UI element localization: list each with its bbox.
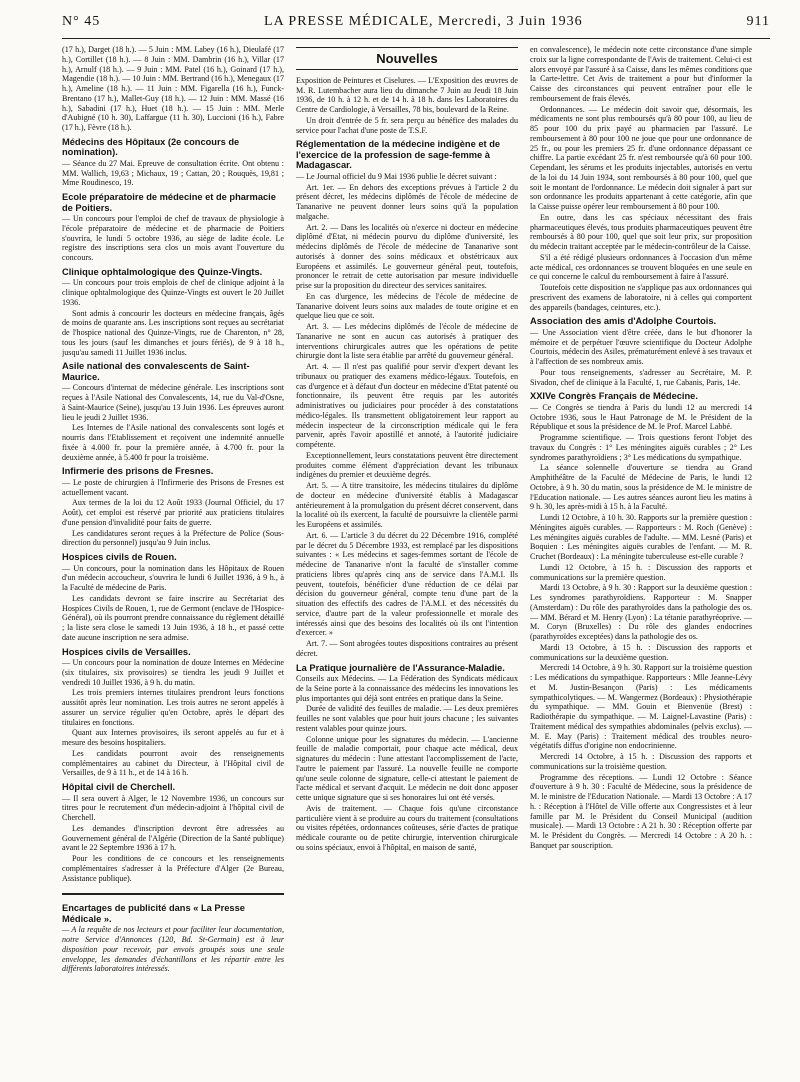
column-3 [530, 45, 752, 1075]
paragraph: Colonne unique pour les signatures du médecin. — L'ancienne feuille de maladie comportait, pour chaque acte médical, deux signatures du médecin : l'une attestant l'accomplissement de l'acte, l'autre le paiement par l'assuré. La nouvelle feuille ne comporte qu'une seule colonne de signature, celle-ci attestant le paiement de l'acte médical et servant d'acquit. Le médecin ne doit donc apposer cette unique signature que si ses honoraires lui ont été versés. [296, 734, 518, 802]
notice-heading: Asile national des convalescents de Saint-Maurice. [62, 361, 250, 382]
paragraph: — Il sera ouvert à Alger, le 12 Novembre 1936, un concours sur titres pour le recrutement d'un médecin-adjoint à l'hôpital civil de Cherchell. [62, 793, 284, 822]
paragraph: — Concours d'internat de médecine générale. Les inscriptions sont reçues à l'Asile National des Convalescents, 14, rue du Val-d'Osne, à Saint-Maurice (Seine), jusqu'au 13 Juin 1936. Les épreuves auront lieu le jeudi 2 Juillet 1936. [62, 383, 284, 422]
paragraph: — Séance du 27 Mai. Epreuve de consultation écrite. Ont obtenu : MM. Wallich, 19,63 ; Michaux, 19 ; Cattan, 20 ; Rouquès, 19,81 ; Mme Roudinesco, 19. [62, 158, 284, 188]
paragraph: Art. 2. — Dans les localités où n'exerce ni docteur en médecine diplômé d'Etat, ni médecin pourvu du diplôme d'université, les médecins diplômés de l'école de médecine de Tananarive sont autorisés à donner des soins médicaux et obstétricaux aux Européens et assimilés. Le gouverneur général peut, toutefois, prononcer le retrait de cette autorisation par mesure individuelle prise sur la proposition du directeur des services sanitaires. [296, 222, 518, 290]
paragraph: — Le poste de chirurgien à l'Infirmerie des Prisons de Fresnes est actuellement vacant. [62, 477, 284, 497]
paragraph: En cas d'urgence, les médecins de l'école de médecine de Tananarive doivent leurs soins aux malades de toute origine et en quelque lieu que ce soit. [296, 291, 518, 321]
paragraph: Art. 5. — A titre transitoire, les médecins titulaires du diplôme de docteur en médecine d'université établis à Madagascar antérieurement à la promulgation du présent décret conservent, dans la localité où ils exercent, la faculté de poursuivre la clientèle parmi les Européens et assimilés. [296, 481, 518, 529]
paragraph: Avis de traitement. — Chaque fois qu'une circonstance particulière vient à se produire au cours du traitement (consultations ou visites répétées, ordonnances coûteuses, série d'actes de pratique médicale courante ou de petite chirurgie, intervention chirurgicale ou soins spéciaux, envoi à l'hôpital, en maison de santé, [296, 803, 518, 852]
advertising-notice [62, 893, 284, 974]
paragraph: Lundi 12 Octobre, à 15 h. : Discussion des rapports et communications sur la première question. [530, 562, 752, 582]
paragraph: Les candidatures seront reçues à la Préfecture de Police (Sous-direction du personnel) jusqu'au 9 Juin inclus. [62, 528, 284, 548]
paragraph: — Un concours, pour la nomination dans les Hôpitaux de Rouen d'un médecin accoucheur, s'ouvrira le lundi 6 Juillet 1936, à 9 h., à la Faculté de médecine de Paris. [62, 563, 284, 592]
paragraph: Les trois premiers internes titulaires prendront leurs fonctions aussitôt après leur nomination. Les trois autres ne seront appelés à assurer un service régulier qu'en Octobre, après le départ des titulaires en fonctions. [62, 688, 284, 727]
paragraph: Exceptionnellement, leurs constatations peuvent être directement produites comme élément d'appréciation devant les tribunaux indigènes du premier et deuxième degrés. [296, 450, 518, 480]
notice-heading: Réglementation de la médecine indigène et de l'exercice de la profession de sage-femme à Madagascar. [296, 139, 501, 171]
paragraph: — Un concours pour la nomination de douze Internes en Médecine (six titulaires, six provisoires) se tiendra les jeudi 9 Juillet et vendredi 10 Juillet 1936, à 9 h. du matin. [62, 658, 284, 687]
paragraph: — Ce Congrès se tiendra à Paris du lundi 12 au mercredi 14 Octobre 1936, sous le Haut Patronage de M. le Président de la République et sous la présidence de M. le Prof. Marcel Labbé. [530, 402, 752, 432]
notice-heading: Clinique ophtalmologique des Quinze-Vingts. [62, 266, 263, 277]
issue-number: N° 45 [62, 14, 101, 29]
paragraph: — Une Association vient d'être créée, dans le but d'honorer la mémoire et de perpétuer l'œuvre scientifique du Docteur Adolphe Courtois, médecin des Asiles, prématurément enlevé à ses travaux et à l'affection de ses nombreux amis. [530, 327, 752, 366]
notice-heading: Hospices civils de Rouen. [62, 552, 177, 562]
paragraph: Art. 1er. — En dehors des exceptions prévues à l'article 2 du présent décret, les médecins diplômés de l'école de médecine de Tananarive ne peuvent donner leurs soins qu'à la population malgache. [296, 182, 518, 221]
paragraph: Les candidats devront se faire inscrire au Secrétariat des Hospices Civils de Rouen, 1, rue de Germont (enclave de l'Hospice-Général), où ils pourront prendre connaissance du règlement détaillé ; la liste sera close le samedi 13 Juin 1936, à 18 h., et passé cette date aucune inscription ne sera admise. [62, 593, 284, 642]
notice-heading: Ecole préparatoire de médecine et de pharmacie de Poitiers. [62, 192, 276, 213]
column-2 [296, 45, 518, 1075]
header-rule [62, 38, 770, 39]
notice-heading: La Pratique journalière de l'Assurance-Maladie. [296, 662, 505, 673]
notice-heading: XXIVe Congrès Français de Médecine. [530, 391, 698, 402]
running-header [62, 14, 770, 36]
notice-heading: Infirmerie des prisons de Fresnes. [62, 466, 214, 477]
paragraph: Aux termes de la loi du 12 Août 1933 (Journal Officiel, du 17 Août), cet emploi est réservé par priorité aux praticiens titulaires d'une pension d'invalidité pour faits de guerre. [62, 498, 284, 527]
paragraph: Conseils aux Médecins. — La Fédération des Syndicats médicaux de la Seine porte à la connaissance des médecins les innovations les plus importantes qui déjà sont entrées en pratique dans la Seine. [296, 674, 518, 703]
paragraph: Programme des réceptions. — Lundi 12 Octobre : Séance d'ouverture à 9 h. 30 : Faculté de Médecine, sous la présidence de M. le ministre de l'Education Nationale. — Mardi 13 Octobre : A 17 h. : Réception à l'Hôtel de Ville offerte aux Congressistes et à leur famille par M. le Président du Conseil Municipal (audition musicale). — Mardi 13 Octobre : A 21 h. 30 : Réception offerte par M. le Président du Congrès. — Mercredi 14 Octobre : A 20 h. : Banquet par souscription. [530, 772, 752, 850]
advertising-notice-text: — A la requête de nos lecteurs et pour faciliter leur documentation, notre Service d'Annonces (120, Bd. St-Germain) est à leur disposition pour recevoir, par envois groupés sous une seule enveloppe, les demandes d'échantillons et les répartir entre les différents laboratoires intéressés. [62, 925, 284, 974]
paragraph: Exposition de Peintures et Ciselures. — L'Exposition des œuvres de M. R. Lutembacher aura lieu du dimanche 7 Juin au Jeudi 18 Juin 1936, de 10 h. à 12 h. et de 14 h. à 18 h. dans les Laboratoires du Centre de Cardiologie, à Versailles, 78 bis, boulevard de la Reine. [296, 75, 518, 114]
paragraph: Ordonnances. — Le médecin doit savoir que, désormais, les médicaments ne sont plus remboursés qu'à 80 pour 100, au lieu de 85 pour 100 du prix payé au pharmacien par l'assuré. Le remboursement à 80 pour 100 ne joue que pour une ordonnance de 25 fr., ou pour les premiers 25 fr. d'une ordonnance dépassant ce chiffre. La partie excédant 25 fr. n'est remboursée qu'à 60 pour 100. Cependant, les sérums et les produits injectables, autorisés en vertu de la loi du 14 Juin 1934, sont remboursés à 80 pour 100, quel que soit le montant de l'ordonnance. Le médecin doit signaler à part sur son ordonnance les produits appartenant à cette catégorie, afin que la Caisse puisse opérer leur remboursement à 80 pour 100. [530, 104, 752, 211]
paragraph: Toutefois cette disposition ne s'applique pas aux ordonnances qui prescrivent des examens de laboratoire, ni à celles qui comportent des appareils (bandages, ceintures, etc.). [530, 283, 752, 312]
paragraph: Art. 6. — L'article 3 du décret du 22 Décembre 1916, complété par le décret du 5 Décembre 1933, est remplacé par les dispositions suivantes : « Les médecins et sages-femmes sortant de l'école de médecine de Tananarive n'ont la faculté de s'installer comme praticiens libres qu'après cinq ans de service dans l'A.M.I. Ils peuvent, toutefois, bénéficier d'une réduction de ce délai par décision du gouverneur général, compte tenu d'une part de la situation des effectifs des cadres de l'A.M.I. et des nécessités du service, d'autre part de la valeur professionnelle et morale des intéressés ainsi que des besoins des localités où ils ont l'intention d'exercer. » [296, 530, 518, 638]
paragraph: Mercredi 14 Octobre, à 9 h. 30. Rapport sur la troisième question : Les médications du sympathique. Rapporteurs : Mlle Jeanne-Lévy et M. Justin-Besançon (Paris) : Les médicaments sympathicolytiques. — M. Wangermez (Bordeaux) : Physiothérapie du sympathique. — MM. Gouin et Bienvenüe (Brest) : Radiothérapie du sympathique. — M. Laignel-Lavastine (Paris) : Traitement médical des sympathies abdominales (pelvis exclus). — M. E. May (Paris) : Traitement médical des troubles neuro-végétatifs diffus d'origine non endocrinienne. [530, 663, 752, 751]
notice-heading: Médecins des Hôpitaux (2e concours de nomination). [62, 136, 240, 158]
article-columns [62, 45, 770, 1075]
advertising-notice-title: Encartages de publicité dans « La Presse Médicale ». [62, 903, 245, 924]
paragraph: Art. 4. — Il n'est pas qualifié pour servir d'expert devant les tribunaux ou pratiquer des examens médico-légaux. Toutefois, en cas d'urgence et à défaut d'un docteur en médecine d'Etat patenté ou fonctionnaire, ils peuvent être requis par les autorités administratives ou judiciaires pour procéder à des constatations médico-légales. Ils transmettent obligatoirement leur rapport au médecin inspecteur de la circonscription médicale qui le fera parvenir, après l'avoir apostillé et annoté, à l'autorité judiciaire compétente. [296, 362, 518, 449]
paragraph: Quant aux Internes provisoires, ils seront appelés au fur et à mesure des besoins hospitaliers. [62, 728, 284, 747]
paragraph: Mardi 13 Octobre, à 15 h. : Discussion des rapports et communications sur la deuxième question. [530, 642, 752, 662]
paragraph: en convalescence), le médecin note cette circonstance d'une simple croix sur la ligne correspondante de l'Avis de traitement. Celui-ci est alors envoyé par l'assuré à sa Caisse, dans les mêmes conditions que la Carte-lettre. Cet Avis de traitement a pour but d'informer la Caisse des circonstances qui peuvent entraîner pour elle le remboursement de frais élevés. [530, 45, 752, 103]
paragraph: S'il a été rédigé plusieurs ordonnances à l'occasion d'un même acte médical, ces ordonnances se trouvent bloquées en une seule en ce qui concerne le calcul du remboursement à faire à l'assuré. [530, 252, 752, 282]
paragraph: Les Internes de l'Asile national des convalescents sont logés et nourris dans l'Etablissement et reçoivent une indemnité annuelle fixée à 4.000 fr. pour la première année, à 4.700 fr. pour la deuxième année, à 5.400 fr pour la troisième. [62, 423, 284, 462]
paragraph: — Un concours pour l'emploi de chef de travaux de physiologie à l'école préparatoire de médecine et de pharmacie de Poitiers s'ouvrira, le lundi 5 octobre 1936, au siège de ladite école. Le registre des inscriptions sera clos un mois avant l'ouverture du concours. [62, 214, 284, 262]
paragraph: — Un concours pour trois emplois de chef de clinique adjoint à la clinique ophtalmologique des Quinze-Vingts est ouvert le 20 Juillet 1936. [62, 278, 284, 307]
paragraph: La séance solennelle d'ouverture se tiendra au Grand Amphithéâtre de la Faculté de Médecine de Paris, le lundi 12 Octobre, à 9 h. 30 du matin, sous la présidence de M. le ministre de l'Education nationale. — Les autres séances auront lieu les matins à 9 h. 30, les après-midi à 15 h. à la Faculté. [530, 463, 752, 512]
paragraph: (17 h.), Darget (18 h.). — 5 Juin : MM. Labey (16 h.), Dieulafé (17 h.), Cortillet (18 h.). — 8 Juin : MM. Dambrin (16 h.), Villar (17 h.), Arnulf (18 h.). — 9 Juin : MM. Patel (16 h.), Goinard (17 h.), Magendie (18 h.). — 10 Juin : MM. Bertrand (16 h.), Menegaux (17 h.), Ameline (18 h.). — 11 Juin : MM. Figarella (16 h.), Funck-Brentano (17 h.), Mallet-Guy (18 h.). — 12 Juin : MM. Massé (16 h.), Sabadini (17 h.), Huet (18 h.). — 15 Juin : MM. Merle d'Aubigné (10 h. 30), Laffargue (11 h. 30), Luccioni (16 h.), Fabre (17 h.), Fèvre (18 h.). [62, 45, 284, 132]
column-2-body [296, 76, 518, 853]
section-title-nouvelles: Nouvelles [296, 47, 518, 70]
column-1 [62, 45, 284, 1075]
paragraph: Les demandes d'inscription devront être adressées au Gouvernement général de l'Algérie (Direction de la Santé publique) avant le 22 Septembre 1936 à 17 h. [62, 823, 284, 853]
paragraph: Les candidats pourront avoir des renseignements complémentaires au cabinet du Directeur, à l'Hôpital civil de Versailles, de 9 à 11 h., et de 14 à 16 h. [62, 748, 284, 778]
paragraph: Durée de validité des feuilles de maladie. — Les deux premières feuilles ne sont valables que pour huit jours chacune ; les suivantes restent valables pour quinze jours. [296, 704, 518, 733]
paragraph: En outre, dans les cas spéciaux nécessitant des frais pharmaceutiques élevés, tous produits pharmaceutiques peuvent être remboursés à 80 pour 100, quel que soit leur prix, sur proposition du médecin traitant acceptée par le médecin-contrôleur de la Caisse. [530, 212, 752, 251]
paragraph: Programme scientifique. — Trois questions feront l'objet des travaux du Congrès : 1° Les méningites aiguës curables ; 2° Les syndromes parathyroïdiens ; 3° Les médications du sympathique. [530, 433, 752, 462]
paragraph: Sont admis à concourir les docteurs en médecine français, âgés de moins de quarante ans. Les inscriptions sont reçues au secrétariat de l'hospice national des Quinze-Vingts, rue de Charenton, n° 28, tous les jours (sauf les dimanches et jours fériés), de 9 à 18 h., jusqu'au samedi 11 Juillet 1936 inclus. [62, 308, 284, 357]
page-folio: 911 [746, 14, 770, 29]
paragraph: Art. 7. — Sont abrogées toutes dispositions contraires au présent décret. [296, 639, 518, 658]
paragraph: Pour les conditions de ce concours et les renseignements complémentaires s'adresser à la Préfecture d'Alger (2e Bureau, Assistance publique). [62, 854, 284, 883]
paragraph: Pour tous renseignements, s'adresser au Secrétaire, M. P. Sivadon, chef de clinique à la Faculté, 1, rue Cabanis, Paris, 14e. [530, 367, 752, 387]
notice-heading: Hospices civils de Versailles. [62, 646, 191, 657]
notice-heading: Hôpital civil de Cherchell. [62, 782, 176, 792]
paragraph: Lundi 12 Octobre, à 10 h. 30. Rapports sur la première question : Méningites aiguës curables. — Rapporteurs : M. Roch (Genève) : Les méningites aiguës curables de l'adulte. — MM. Lesné (Paris) et Boquien : Les méningites aiguës curables de l'enfant. — M. R. Cruchet (Bordeaux) : La méningite tuberculeuse est-elle curable ? [530, 513, 752, 561]
paragraph: Mercredi 14 Octobre, à 15 h. : Discussion des rapports et communications sur la troisième question. [530, 752, 752, 771]
paragraph: Un droit d'entrée de 5 fr. sera perçu au bénéfice des malades du service pour l'achat d'une poste de T.S.F. [296, 115, 518, 135]
paragraph: Art. 3. — Les médecins diplômés de l'école de médecine de Tananarive ne sont en aucun cas autorisés à pratiquer des interventions chirurgicales autres que les opérations de petite chirurgie dont la liste sera établie par arrêté du gouverneur général. [296, 322, 518, 361]
journal-title-line: LA PRESSE MÉDICALE, Mercredi, 3 Juin 1936 [264, 14, 583, 29]
paragraph: Mardi 13 Octobre, à 9 h. 30 : Rapport sur la deuxième question : Les syndromes parathyroïdiens. Rapporteur : M. Snapper (Amsterdam) : Du rôle des parathyroïdes dans la pathologie des os. — MM. Bérard et M. Henry (Lyon) : La tétanie parathyréoprive. — M. Coryn (Bruxelles) : Du rôle des glandes endocrines (parathyroïdes exceptées) dans la pathologie des os. [530, 583, 752, 641]
notice-heading: Association des amis d'Adolphe Courtois. [530, 316, 717, 327]
paragraph: — Le Journal officiel du 9 Mai 1936 publie le décret suivant : [296, 171, 497, 181]
